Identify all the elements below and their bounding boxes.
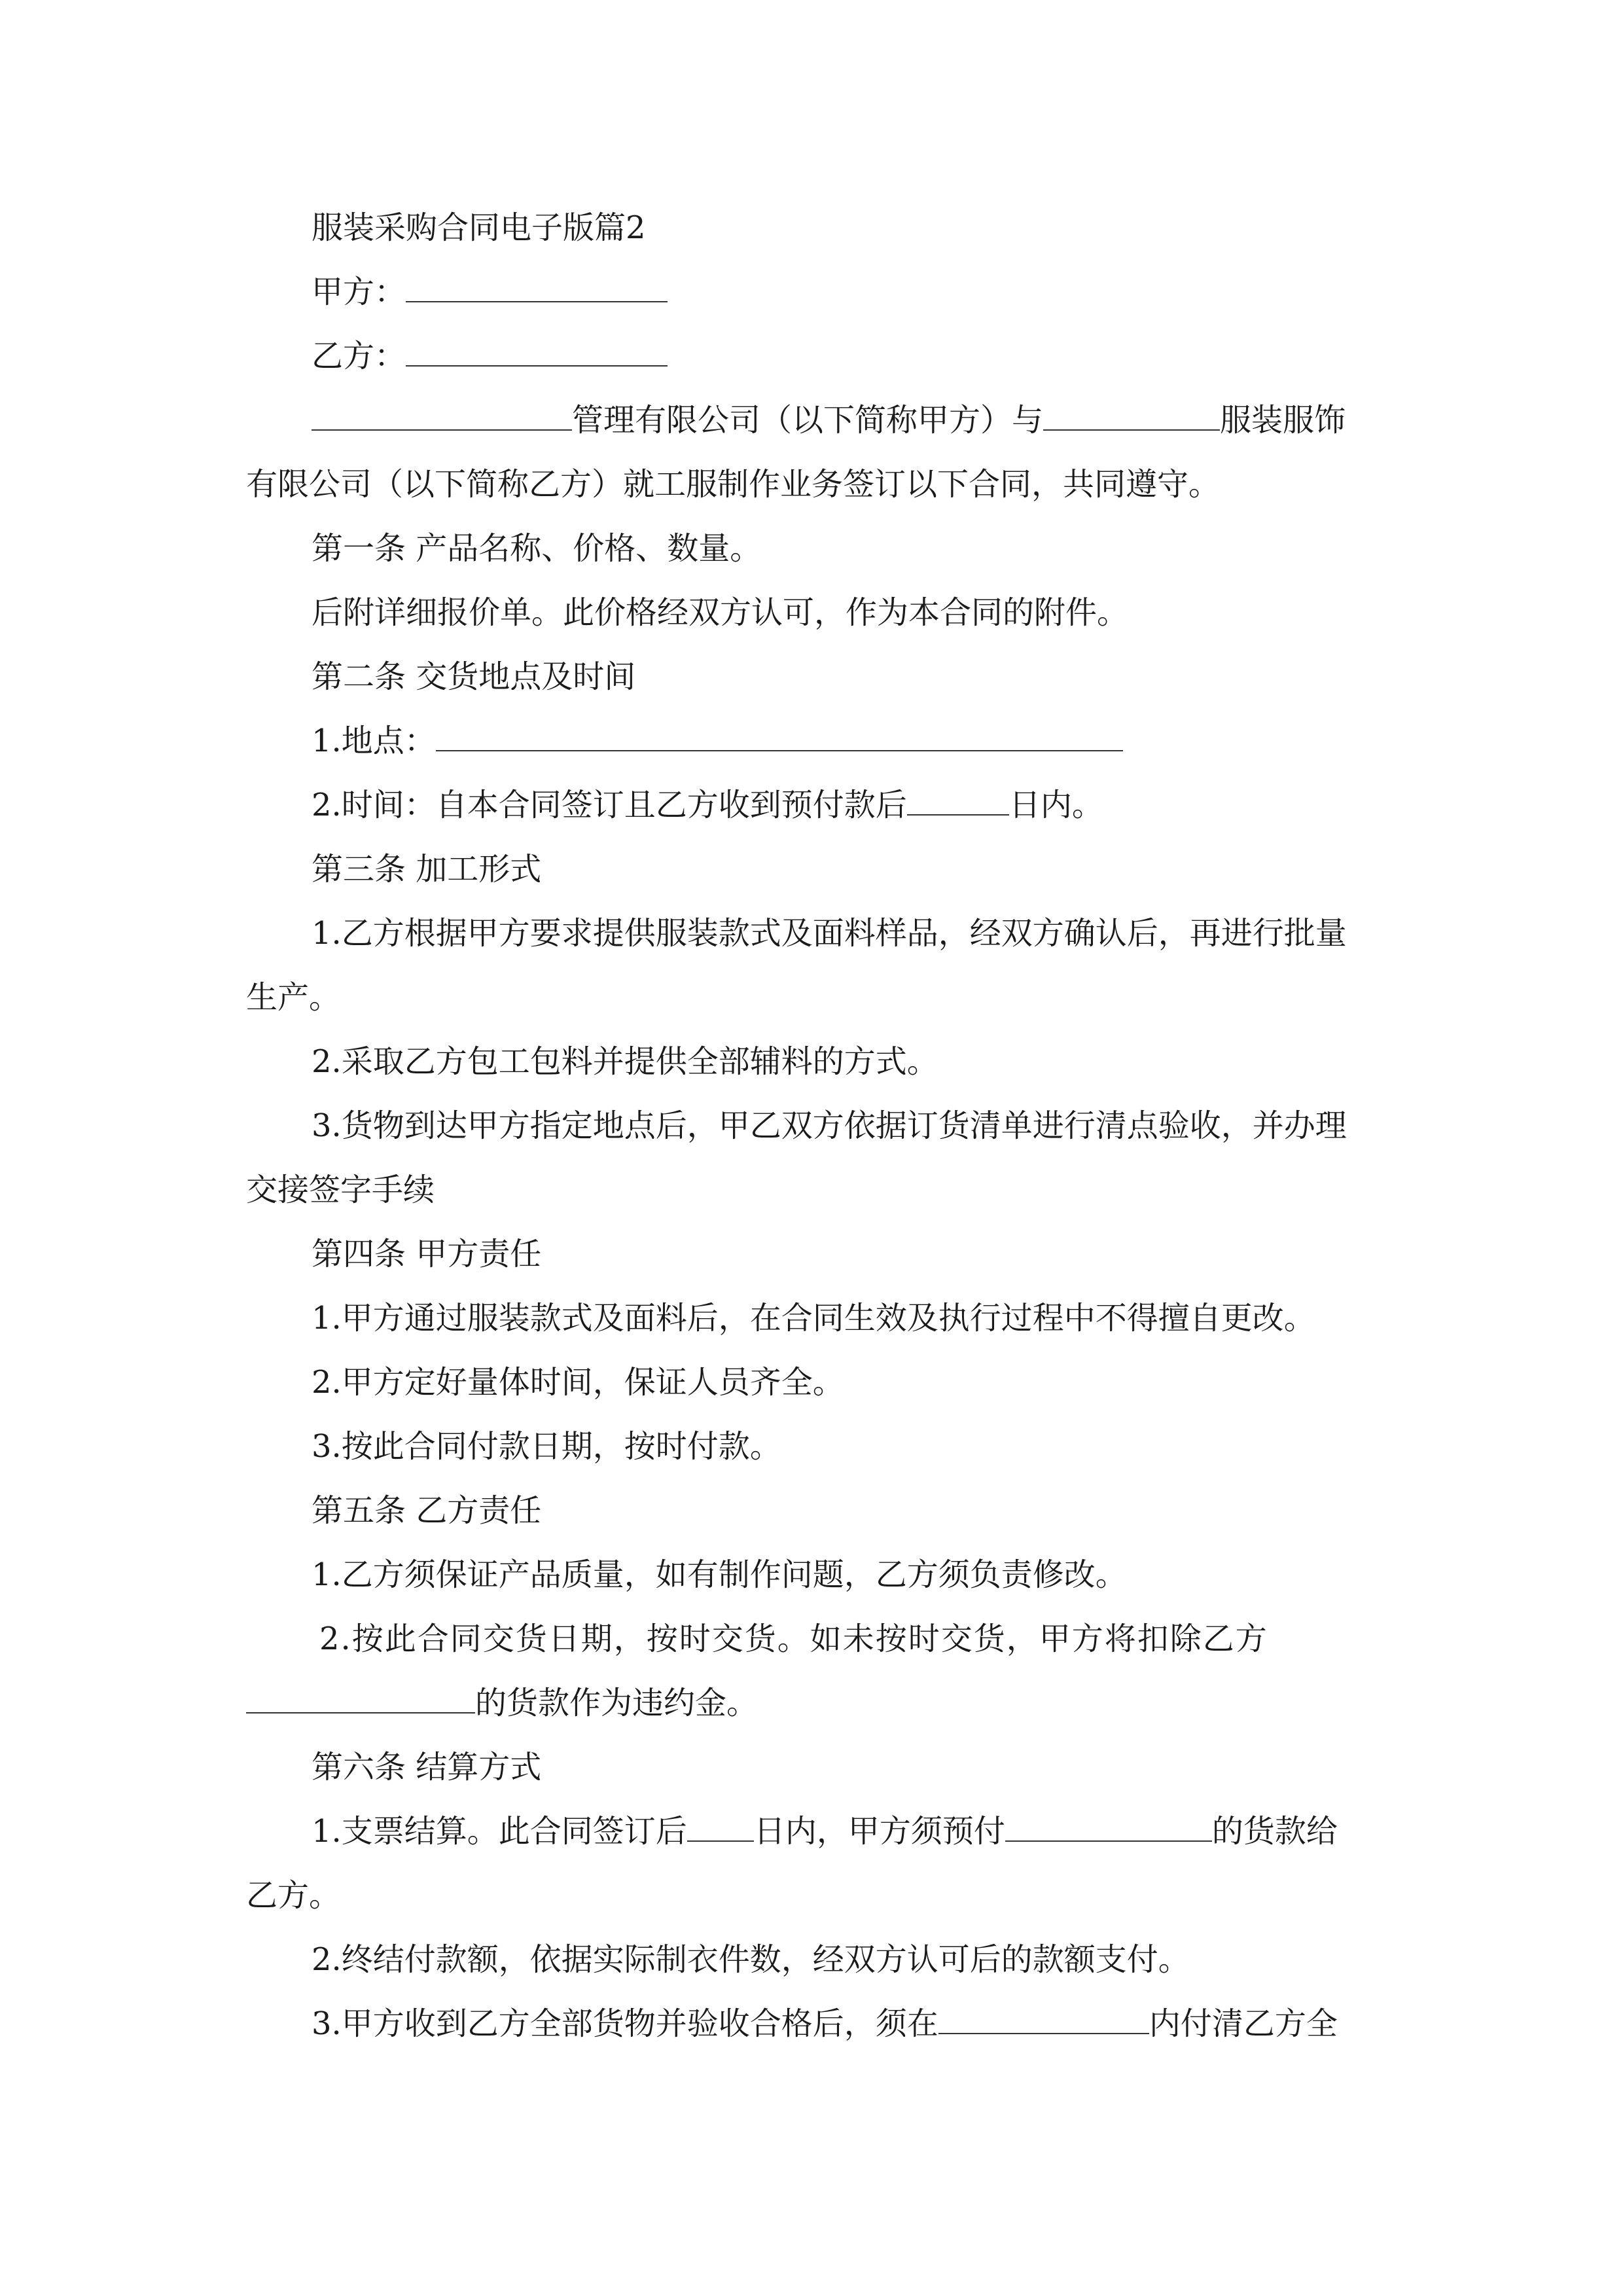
article-3-item-1: 1.乙方根据甲方要求提供服装款式及面料样品，经双方确认后，再进行批量	[312, 915, 1347, 952]
document-title: 服装采购合同电子版篇2	[312, 209, 646, 246]
article-6-item-3: 3.甲方收到乙方全部货物并验收合格后，须在 内付清乙方全	[312, 2005, 1338, 2042]
article-1-text: 后附详细报价单。此价格经双方认可，作为本合同的附件。	[312, 594, 1129, 631]
final-payment-period-blank[interactable]	[938, 2032, 1149, 2034]
article-5-heading: 第五条 乙方责任	[312, 1492, 542, 1529]
article-4-item-3: 3.按此合同付款日期，按时付款。	[312, 1428, 781, 1465]
article-3-item-1-cont: 生产。	[246, 979, 341, 1016]
article-5-item-2-cont: 的货款作为违约金。	[246, 1682, 758, 1724]
article-3-item-2: 2.采取乙方包工包料并提供全部辅料的方式。	[312, 1043, 938, 1080]
article-2-time: 2.时间：自本合同签订且乙方收到预付款后 日内。	[312, 787, 1103, 823]
article-6-item-1-cont: 乙方。	[246, 1877, 341, 1914]
article-6-item-1: 1.支票结算。此合同签订后 日内，甲方须预付 的货款给	[312, 1813, 1338, 1850]
prepay-amount-blank[interactable]	[1005, 1840, 1212, 1842]
party-b-blank[interactable]	[406, 365, 668, 367]
article-1-heading: 第一条 产品名称、价格、数量。	[312, 530, 762, 567]
article-6-item-2: 2.终结付款额，依据实际制衣件数，经双方认可后的款额支付。	[312, 1941, 1190, 1978]
article-5-item-2: 2.按此合同交货日期，按时交货。如未按时交货，甲方将扣除乙方	[319, 1621, 1268, 1657]
article-3-heading: 第三条 加工形式	[312, 851, 542, 888]
party-a-line: 甲方：	[312, 271, 668, 313]
article-4-item-2: 2.甲方定好量体时间，保证人员齐全。	[312, 1364, 844, 1401]
delivery-days-blank[interactable]	[907, 814, 1009, 816]
delivery-place-blank[interactable]	[436, 749, 1123, 751]
article-3-item-3-cont: 交接签字手续	[246, 1172, 435, 1208]
party-a-blank[interactable]	[406, 300, 668, 302]
article-4-item-1: 1.甲方通过服装款式及面料后，在合同生效及执行过程中不得擅自更改。	[312, 1300, 1315, 1336]
article-6-heading: 第六条 结算方式	[312, 1749, 542, 1785]
article-2-heading: 第二条 交货地点及时间	[312, 658, 636, 695]
prepay-days-blank[interactable]	[687, 1840, 754, 1842]
article-2-place: 1.地点：	[312, 720, 1123, 762]
article-5-item-1: 1.乙方须保证产品质量，如有制作问题，乙方须负责修改。	[312, 1556, 1127, 1593]
intro-line-2: 有限公司（以下简称乙方）就工服制作业务签订以下合同，共同遵守。	[246, 466, 1221, 503]
penalty-amount-blank[interactable]	[246, 1712, 475, 1713]
intro-line-1: 管理有限公司（以下简称甲方）与 服装服饰	[312, 399, 1346, 441]
article-3-item-3: 3.货物到达甲方指定地点后，甲乙双方依据订货清单进行清点验收，并办理	[312, 1107, 1347, 1144]
party-b-company-blank[interactable]	[1043, 429, 1220, 431]
article-4-heading: 第四条 甲方责任	[312, 1236, 542, 1272]
party-a-company-blank[interactable]	[312, 429, 572, 431]
party-b-line: 乙方：	[312, 335, 668, 377]
